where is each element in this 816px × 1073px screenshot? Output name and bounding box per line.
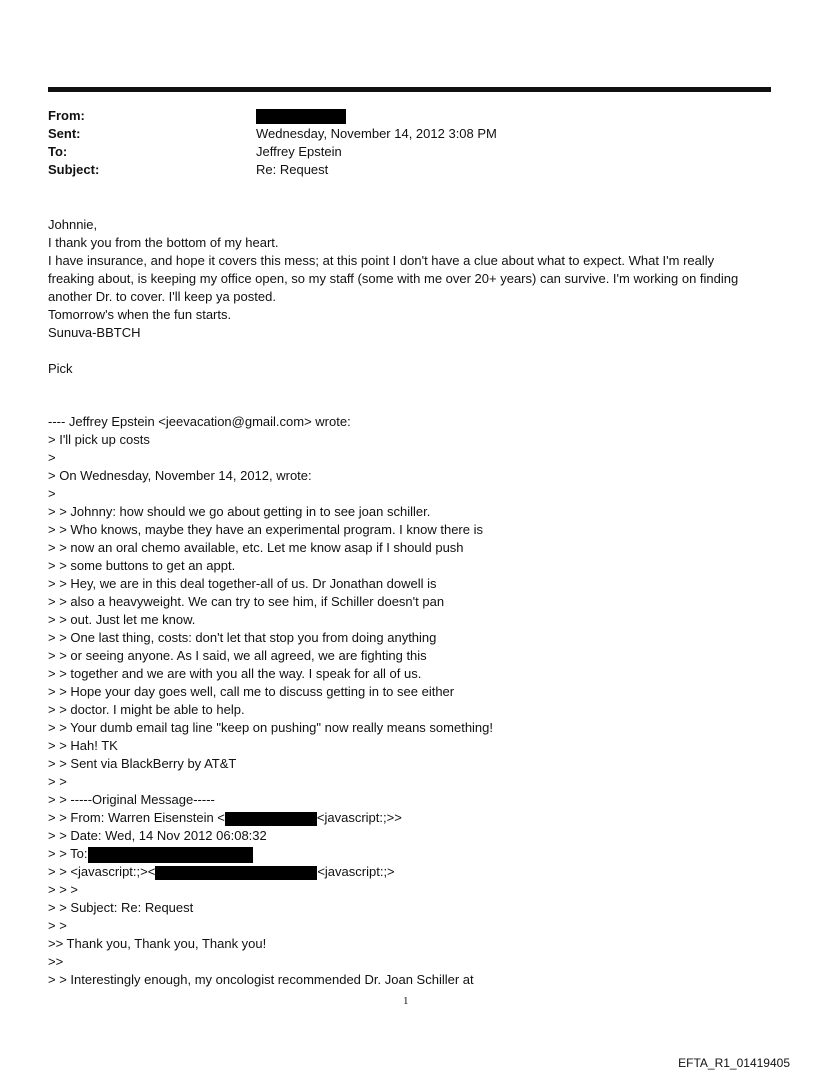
quoted-line: > On Wednesday, November 14, 2012, wrote: <box>48 468 312 483</box>
quoted-from-line <box>48 809 402 827</box>
quoted-line: > > > <box>48 882 78 897</box>
sent-label: Sent: <box>48 126 81 141</box>
quoted-line: > > One last thing, costs: don't let that stop you from doing anything <box>48 630 437 645</box>
bates-number: EFTA_R1_01419405 <box>678 1056 790 1070</box>
quoted-line: > > Your dumb email tag line "keep on pushing" now really means something! <box>48 720 494 735</box>
quoted-line: > > <box>48 918 67 933</box>
body-line: I have insurance, and hope it covers this mess; at this point I don't have a clue about what to expect. What I'm really <box>48 253 715 268</box>
quoted-line: >> <box>48 954 64 969</box>
from-label: From: <box>48 108 85 123</box>
quoted-line: ---- Jeffrey Epstein <jeevacation@gmail.com> wrote: <box>48 414 351 429</box>
subject-label: Subject: <box>48 162 100 177</box>
quoted-line: > <box>48 486 56 501</box>
quoted-line: > I'll pick up costs <box>48 432 150 447</box>
quoted-to-line <box>48 845 253 863</box>
quoted-cc-text: > > <javascript:;>< <box>48 864 156 879</box>
quoted-line: > > out. Just let me know. <box>48 612 196 627</box>
quoted-from-suffix: <javascript:;>> <box>316 810 402 825</box>
quoted-line: > > Date: Wed, 14 Nov 2012 06:08:32 <box>48 828 267 843</box>
quoted-line: > > some buttons to get an appt. <box>48 558 236 573</box>
body-line: freaking about, is keeping my office open, so my staff (some with me over 20+ years) can survive. I'm working on finding <box>48 271 739 286</box>
quoted-cc-suffix: <javascript:;> <box>317 864 395 879</box>
quoted-line: > > also a heavyweight. We can try to see him, if Schiller doesn't pan <box>48 594 445 609</box>
quoted-from-text: > > From: Warren Eisenstein < <box>48 810 225 825</box>
quoted-line: > > Subject: Re: Request <box>48 900 194 915</box>
quoted-line: > > now an oral chemo available, etc. Let me know asap if I should push <box>48 540 464 555</box>
from-value-redacted <box>256 107 346 125</box>
quoted-line: > > Hah! TK <box>48 738 118 753</box>
email-header <box>48 107 771 183</box>
quoted-line: > > -----Original Message----- <box>48 792 215 807</box>
body-line: Johnnie, <box>48 217 98 232</box>
quoted-line: > > Johnny: how should we go about getting in to see joan schiller. <box>48 504 431 519</box>
body-line: Tomorrow's when the fun starts. <box>48 307 232 322</box>
quoted-line: > > Hey, we are in this deal together-all of us. Dr Jonathan dowell is <box>48 576 437 591</box>
body-line: I thank you from the bottom of my heart. <box>48 235 279 250</box>
page-number: 1 <box>403 995 409 1007</box>
quoted-line: > > Sent via BlackBerry by AT&T <box>48 756 237 771</box>
to-label: To: <box>48 144 68 159</box>
quoted-to-text: > > To: <box>48 846 88 861</box>
quoted-line: > > doctor. I might be able to help. <box>48 702 245 717</box>
quoted-line: > <box>48 450 56 465</box>
redaction-box <box>155 866 317 880</box>
quoted-cc-line <box>48 863 395 881</box>
to-value: Jeffrey Epstein <box>256 144 342 159</box>
sent-value: Wednesday, November 14, 2012 3:08 PM <box>256 126 497 141</box>
redaction-box <box>225 812 317 826</box>
quoted-line: > > or seeing anyone. As I said, we all agreed, we are fighting this <box>48 648 427 663</box>
quoted-line: > > together and we are with you all the way. I speak for all of us. <box>48 666 422 681</box>
subject-value: Re: Request <box>256 162 329 177</box>
redaction-box <box>88 847 253 863</box>
body-line: Sunuva-BBTCH <box>48 325 141 340</box>
quoted-line: > > Interestingly enough, my oncologist recommended Dr. Joan Schiller at <box>48 972 474 987</box>
redaction-box <box>256 109 346 124</box>
body-line: Pick <box>48 361 73 376</box>
quoted-line: >> Thank you, Thank you, Thank you! <box>48 936 267 951</box>
quoted-line: > > Hope your day goes well, call me to discuss getting in to see either <box>48 684 455 699</box>
quoted-line: > > <box>48 774 67 789</box>
body-line: another Dr. to cover. I'll keep ya posted. <box>48 289 276 304</box>
header-rule <box>48 87 771 92</box>
quoted-line: > > Who knows, maybe they have an experimental program. I know there is <box>48 522 483 537</box>
